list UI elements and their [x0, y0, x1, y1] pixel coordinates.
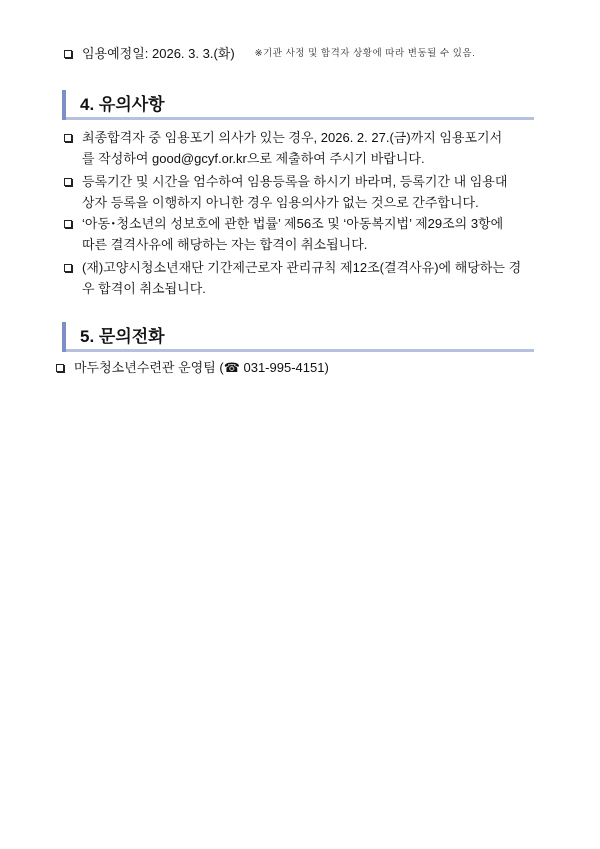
schedule-note: ※기관 사정 및 합격자 상황에 따라 변동될 수 있음. [254, 48, 476, 59]
section-5-underline [66, 349, 534, 352]
checkbox-bullet-icon [64, 264, 72, 272]
notice-item-1-line1: 최종합격자 중 임용포기 의사가 있는 경우, 2026. 2. 27.(금)까지 임용포기서 [82, 130, 503, 145]
checkbox-bullet-icon [64, 134, 72, 142]
notice-item-1 [64, 128, 502, 148]
notice-item-2-line1: 등록기간 및 시간을 엄수하여 임용등록을 하시기 바라며, 등록기간 내 임용대 [82, 174, 508, 189]
schedule-label: 임용예정일: 2026. 3. 3.(화) [82, 46, 235, 61]
contact-row [56, 358, 329, 378]
contact-text: 마두청소년수련관 운영팀 (☎ 031-995-4151) [74, 360, 329, 375]
notice-item-4-line2: 우 합격이 취소됩니다. [82, 281, 206, 296]
checkbox-bullet-icon [64, 50, 72, 58]
section-4-heading [62, 90, 534, 120]
notice-item-3 [64, 214, 503, 234]
notice-item-2-line2: 상자 등록을 이행하지 아니한 경우 임용의사가 없는 것으로 간주합니다. [82, 195, 479, 210]
section-5-heading [62, 322, 534, 352]
notice-item-3-line2: 따른 결격사유에 해당하는 자는 합격이 취소됩니다. [82, 237, 368, 252]
notice-item-4 [64, 258, 521, 278]
notice-item-3-line1: ‘아동･청소년의 성보호에 관한 법률’ 제56조 및 ‘아동복지법’ 제29조의 3항에 [82, 216, 504, 231]
notice-item-2 [64, 172, 507, 192]
notice-item-4-line1: (재)고양시청소년재단 기간제근로자 관리규칙 제12조(결격사유)에 해당하는 경 [82, 260, 522, 275]
checkbox-bullet-icon [64, 178, 72, 186]
section-4-title: 4. 유의사항 [80, 95, 165, 114]
section-4-underline [66, 117, 534, 120]
section-5-title: 5. 문의전화 [80, 327, 165, 346]
checkbox-bullet-icon [64, 220, 72, 228]
schedule-row [64, 44, 475, 64]
notice-item-1-line2: 를 작성하여 good@gcyf.or.kr으로 제출하여 주시기 바랍니다. [82, 151, 425, 166]
checkbox-bullet-icon [56, 364, 64, 372]
